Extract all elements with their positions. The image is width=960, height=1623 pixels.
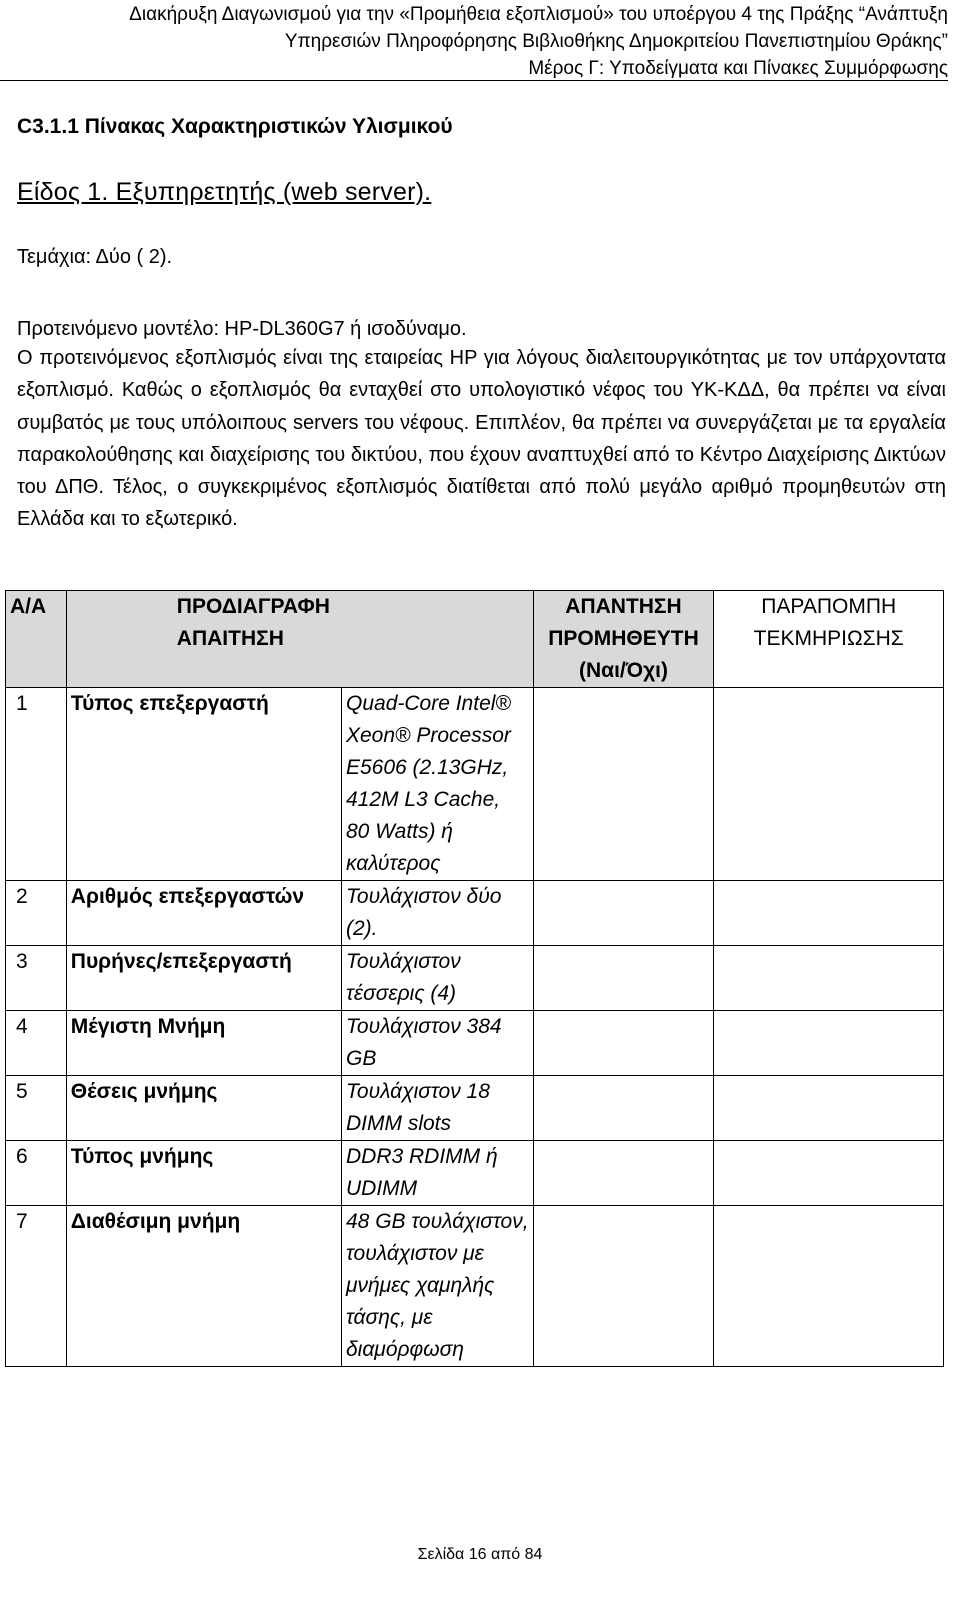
header-line-2: Υπηρεσιών Πληροφόρησης Βιβλιοθήκης Δημοκριτείου Πανεπιστημίου Θράκης” — [284, 31, 948, 52]
header-answer: ΑΠΑΝΤΗΣΗ ΠΡΟΜΗΘΕΥΤΗ (Ναι/Όχι) — [533, 591, 714, 688]
table-row — [6, 1206, 944, 1367]
row-reference[interactable] — [714, 1206, 944, 1367]
row-reference[interactable] — [714, 946, 944, 1011]
row-spec: Αριθμός επεξεργαστών — [66, 881, 341, 946]
header-req: ΑΠΑΙΤΗΣΗ — [176, 627, 284, 650]
row-requirement: Τουλάχιστον 384 GB — [342, 1011, 534, 1076]
row-answer[interactable] — [533, 1076, 714, 1141]
row-requirement: Τουλάχιστον δύο (2). — [342, 881, 534, 946]
row-number: 5 — [6, 1076, 67, 1141]
item-title: Είδος 1. Εξυπηρετητής (web server). — [17, 178, 432, 206]
page-header — [0, 0, 948, 82]
row-requirement: DDR3 RDIMM ή UDIMM — [342, 1141, 534, 1206]
table-body — [6, 688, 944, 1367]
header-spec-req — [66, 591, 533, 688]
header-line-3: Μέρος Γ: Υποδείγματα και Πίνακες Συμμόρφωσης — [528, 58, 948, 79]
row-requirement: Τουλάχιστον 18 DIMM slots — [342, 1076, 534, 1141]
row-spec: Μέγιστη Μνήμη — [66, 1011, 341, 1076]
table-row — [6, 1141, 944, 1206]
row-number: 7 — [6, 1206, 67, 1367]
header-spec: ΠΡΟΔΙΑΓΡΑΦΗ — [176, 595, 330, 618]
row-requirement: 48 GB τουλάχιστον, τουλάχιστον με μνήμες χαμηλής τάσης, με διαμόρφωση — [342, 1206, 534, 1367]
row-number: 1 — [6, 688, 67, 881]
row-reference[interactable] — [714, 1076, 944, 1141]
table-row — [6, 1011, 944, 1076]
model-text: Προτεινόμενο μοντέλο: HP-DL360G7 ή ισοδύναμο. — [17, 318, 467, 340]
row-requirement: Τουλάχιστον τέσσερις (4) — [342, 946, 534, 1011]
row-spec: Πυρήνες/επεξεργαστή — [66, 946, 341, 1011]
row-answer[interactable] — [533, 881, 714, 946]
row-requirement: Quad-Core Intel® Xeon® Processor E5606 (2.13GHz, 412M L3 Cache, 80 Watts) ή καλύτερος — [342, 688, 534, 881]
row-reference[interactable] — [714, 881, 944, 946]
table-row — [6, 688, 944, 881]
row-answer[interactable] — [533, 1011, 714, 1076]
header-aa: Α/Α — [6, 591, 67, 688]
row-number: 2 — [6, 881, 67, 946]
header-line-1: Διακήρυξη Διαγωνισμού για την «Προμήθεια εξοπλισμού» του υποέργου 4 της Πράξης “Ανάπτυξη — [129, 4, 948, 25]
description-paragraph: Ο προτεινόμενος εξοπλισμός είναι της εταιρείας HP για λόγους διαλειτουργικότητας με τον υπάρχοντατα εξοπλισμό. Καθώς ο εξοπλισμός θα ενταχθεί στο υπολογιστικό νέφος του ΥΚ-ΚΔΔ, θα πρέπει να είναι συμβατός με τους υπόλοιπους servers του νέφους. Επιπλέον, θα πρέπει να συνεργάζεται με τα εργαλεία παρακολούθησης και διαχείρισης του δικτύου, που έχουν αναπτυχθεί από το Κέντρο Διαχείρισης Δικτύων του ΔΠΘ. Τέλος, ο συγκεκριμένος εξοπλισμός διατίθεται από πολύ μεγάλο αριθμό προμηθευτών στη Ελλάδα και το εξωτερικό. — [17, 347, 946, 531]
header-divider — [0, 80, 948, 81]
row-spec: Τύπος μνήμης — [66, 1141, 341, 1206]
section-title: C3.1.1 Πίνακας Χαρακτηριστικών Υλισμικού — [17, 115, 453, 138]
row-number: 3 — [6, 946, 67, 1011]
row-spec: Θέσεις μνήμης — [66, 1076, 341, 1141]
row-reference[interactable] — [714, 1141, 944, 1206]
row-answer[interactable] — [533, 1141, 714, 1206]
row-number: 4 — [6, 1011, 67, 1076]
table-row — [6, 881, 944, 946]
row-spec: Τύπος επεξεργαστή — [66, 688, 341, 881]
header-ref: ΠΑΡΑΠΟΜΠΗ ΤΕΚΜΗΡΙΩΣΗΣ — [714, 591, 944, 688]
table-row — [6, 946, 944, 1011]
row-answer[interactable] — [533, 688, 714, 881]
table-header-row — [6, 591, 944, 688]
row-number: 6 — [6, 1141, 67, 1206]
row-reference[interactable] — [714, 1011, 944, 1076]
row-answer[interactable] — [533, 946, 714, 1011]
spec-table — [5, 590, 944, 1367]
row-answer[interactable] — [533, 1206, 714, 1367]
page-number: Σελίδα 16 από 84 — [417, 1546, 543, 1563]
table-row — [6, 1076, 944, 1141]
row-reference[interactable] — [714, 688, 944, 881]
row-spec: Διαθέσιμη μνήμη — [66, 1206, 341, 1367]
pieces-text: Τεμάχια: Δύο ( 2). — [17, 246, 173, 268]
